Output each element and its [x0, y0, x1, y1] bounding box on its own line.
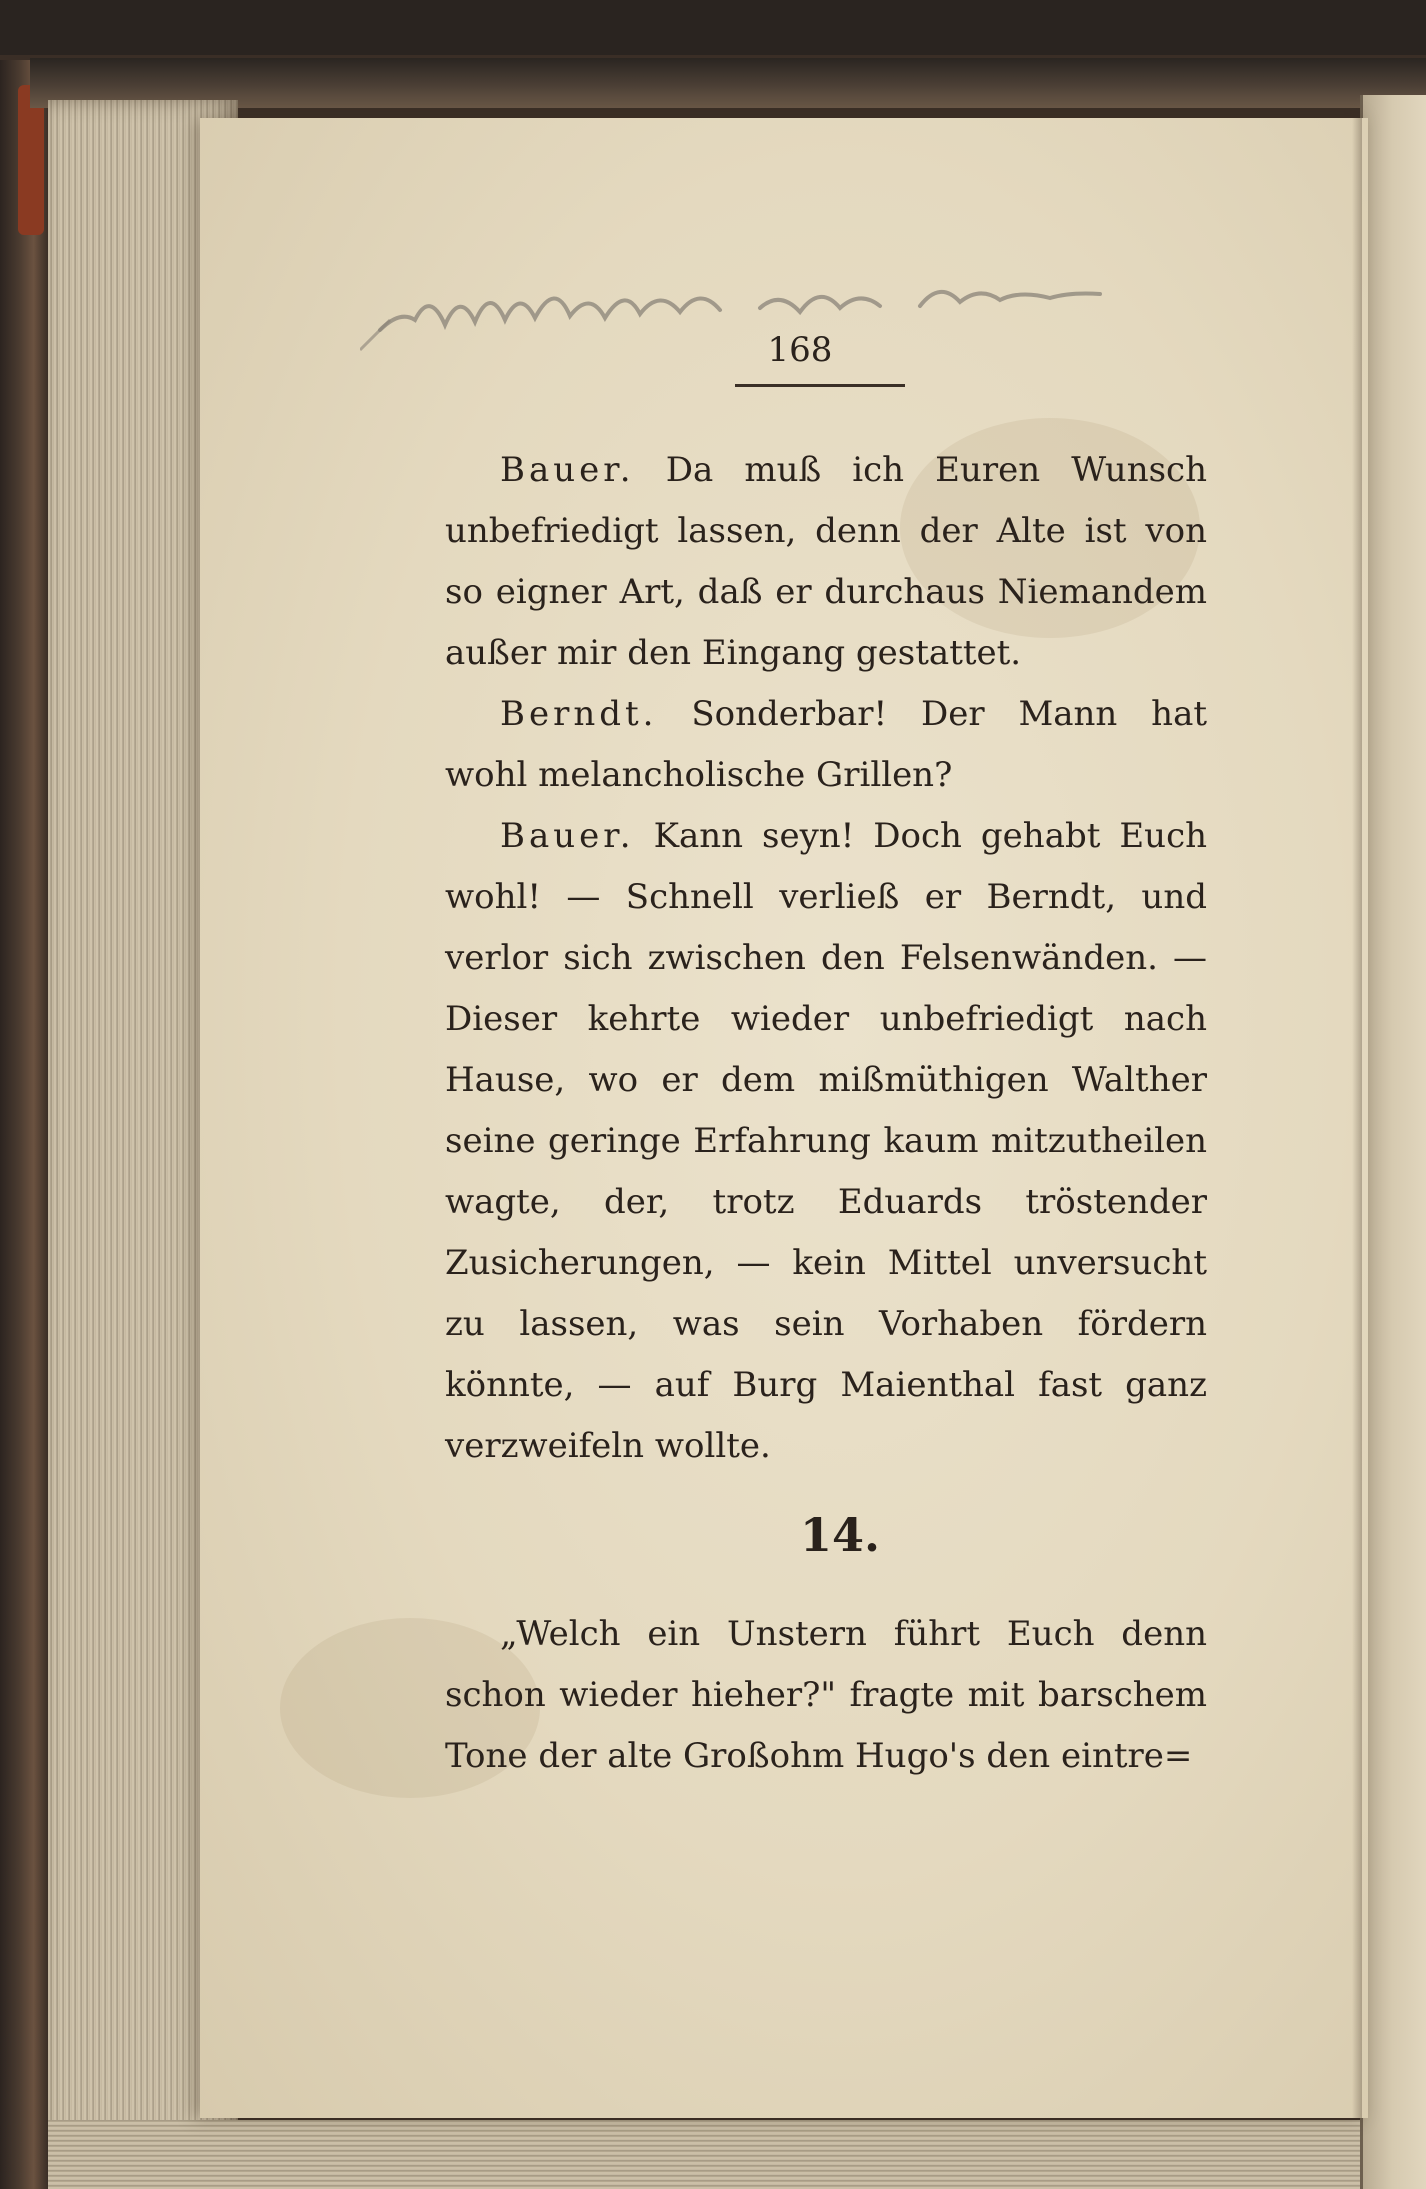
speaker-name: Bauer.: [500, 816, 635, 856]
paragraph-text: „Welch ein Unstern führt Euch denn schon wieder hieher?" fragte mit barschem Tone der alte Großohm Hugo's den eintre=: [445, 1614, 1207, 1776]
speaker-name: Berndt.: [500, 694, 658, 734]
facing-page-edge: [1360, 95, 1426, 2189]
gutter-shadow: [1352, 118, 1362, 2118]
paragraph-text: Da muß ich Euren Wunsch unbefriedigt lassen, denn der Alte ist von so eigner Art, daß er durchaus Niemandem außer mir den Eingang gestattet.: [445, 450, 1207, 673]
paragraph: [445, 806, 1207, 1477]
paragraph: [445, 684, 1207, 806]
paragraph-text: Sonderbar! Der Mann hat wohl melancholische Grillen?: [445, 694, 1208, 795]
top-binding: [30, 58, 1426, 108]
page-number-rule: [735, 384, 905, 387]
paragraph: [445, 440, 1207, 684]
paragraph-text: Kann seyn! Doch gehabt Euch wohl! — Schnell verließ er Berndt, und verlor sich zwischen den Felsenwänden. — Dieser kehrte wieder unbefriedigt nach Hause, wo er dem mißmüthigen Walther seine geringe Erfahrung kaum mitzutheilen wagte, der, trotz Eduards tröstender Zusicherungen, — kein Mittel unversucht zu lassen, was sein Vorhaben fördern könnte, — auf Burg Maienthal fast ganz verzweifeln wollte.: [445, 816, 1208, 1466]
chapter-text: [445, 1604, 1207, 1787]
page-text: [445, 440, 1207, 1477]
chapter-heading: 14.: [799, 1508, 881, 1562]
cover-edge: [0, 60, 48, 2189]
speaker-name: Bauer.: [500, 450, 635, 490]
page-number: 168: [767, 330, 833, 370]
page-stack-bottom: [48, 2120, 1426, 2189]
